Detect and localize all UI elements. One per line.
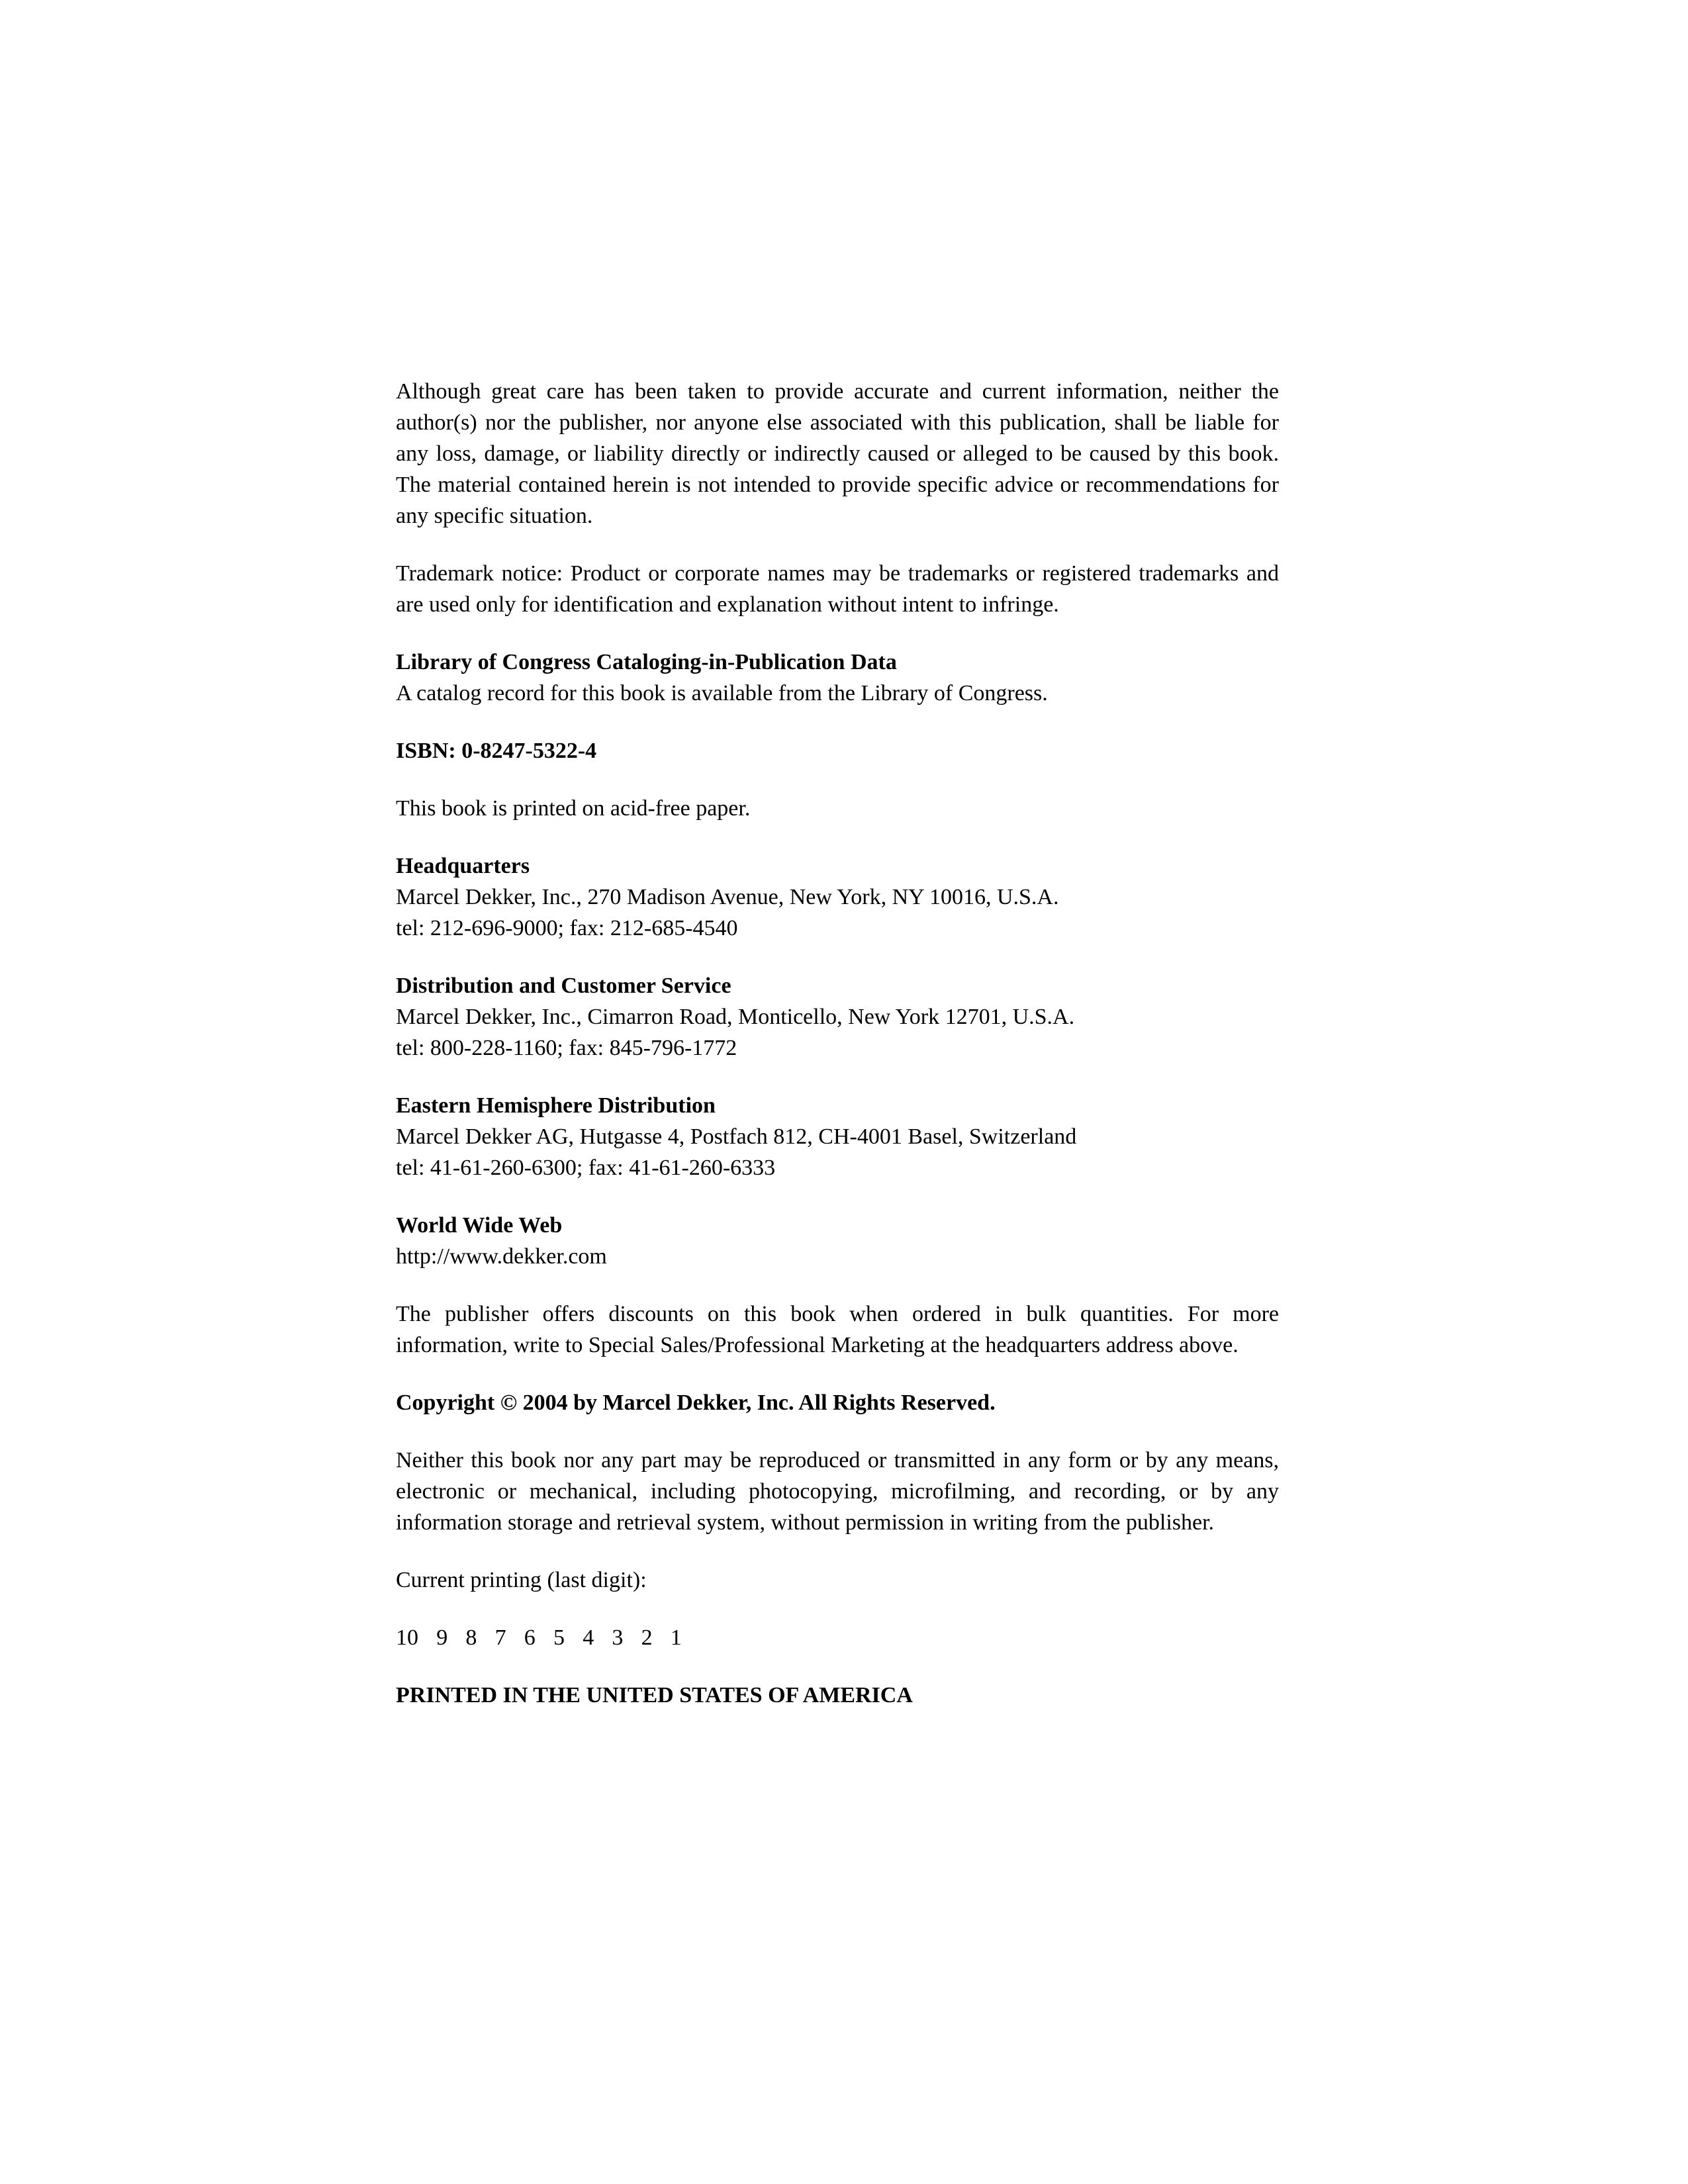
bulk-discounts-text: The publisher offers discounts on this book when ordered in bulk quantities. For more information, write to Special Sales/Professional Marketing at the headquarters address above.	[396, 1302, 1279, 1357]
printed-in-text: PRINTED IN THE UNITED STATES OF AMERICA	[396, 1683, 913, 1707]
acid-free-line	[396, 793, 1279, 824]
eastern-hemisphere-heading: Eastern Hemisphere Distribution	[396, 1093, 716, 1118]
acid-free-text: This book is printed on acid-free paper.	[396, 796, 751, 821]
library-of-congress-heading: Library of Congress Cataloging-in-Publication Data	[396, 650, 897, 674]
distribution-phone: tel: 800-228-1160; fax: 845-796-1772	[396, 1036, 737, 1060]
headquarters-section	[396, 850, 1279, 944]
eastern-hemisphere-phone: tel: 41-61-260-6300; fax: 41-61-260-6333	[396, 1156, 776, 1180]
printing-digits-line	[396, 1622, 1279, 1653]
copyright-text: Copyright © 2004 by Marcel Dekker, Inc. All Rights Reserved.	[396, 1390, 996, 1415]
headquarters-heading: Headquarters	[396, 854, 530, 878]
bulk-discounts-paragraph	[396, 1298, 1279, 1361]
current-printing-label: Current printing (last digit):	[396, 1568, 647, 1592]
library-of-congress-section	[396, 647, 1279, 709]
printed-in-line	[396, 1680, 1279, 1711]
trademark-notice-paragraph	[396, 558, 1279, 620]
world-wide-web-url: http://www.dekker.com	[396, 1244, 607, 1269]
headquarters-address: Marcel Dekker, Inc., 270 Madison Avenue, New York, NY 10016, U.S.A.	[396, 885, 1059, 909]
distribution-section	[396, 970, 1279, 1064]
eastern-hemisphere-section	[396, 1090, 1279, 1183]
eastern-hemisphere-address: Marcel Dekker AG, Hutgasse 4, Postfach 812, CH-4001 Basel, Switzerland	[396, 1124, 1077, 1149]
copyright-page	[396, 376, 1279, 1737]
trademark-notice-text: Trademark notice: Product or corporate names may be trademarks or registered trademarks and are used only for identification and explanation without intent to infringe.	[396, 561, 1279, 617]
distribution-address: Marcel Dekker, Inc., Cimarron Road, Monticello, New York 12701, U.S.A.	[396, 1005, 1075, 1029]
world-wide-web-heading: World Wide Web	[396, 1213, 563, 1238]
isbn-text: ISBN: 0-8247-5322-4	[396, 739, 597, 763]
disclaimer-paragraph	[396, 376, 1279, 531]
printing-digits-text: 10 9 8 7 6 5 4 3 2 1	[396, 1625, 682, 1650]
copyright-line	[396, 1387, 1279, 1418]
world-wide-web-section	[396, 1210, 1279, 1272]
distribution-heading: Distribution and Customer Service	[396, 974, 731, 998]
isbn-line	[396, 735, 1279, 766]
rights-notice-paragraph	[396, 1445, 1279, 1538]
headquarters-phone: tel: 212-696-9000; fax: 212-685-4540	[396, 916, 738, 940]
library-of-congress-text: A catalog record for this book is available from the Library of Congress.	[396, 681, 1048, 705]
current-printing-line	[396, 1565, 1279, 1596]
rights-notice-text: Neither this book nor any part may be reproduced or transmitted in any form or by any means, electronic or mechanical, including photocopying, microfilming, and recording, or by any information storage and retrieval system, without permission in writing from the publisher.	[396, 1448, 1279, 1535]
disclaimer-text: Although great care has been taken to provide accurate and current information, neither the author(s) nor the publisher, nor anyone else associated with this publication, shall be liable for any loss, damage, or liability directly or indirectly caused or alleged to be caused by this book. The material contained herein is not intended to provide specific advice or recommendations for any specific situation.	[396, 379, 1279, 528]
